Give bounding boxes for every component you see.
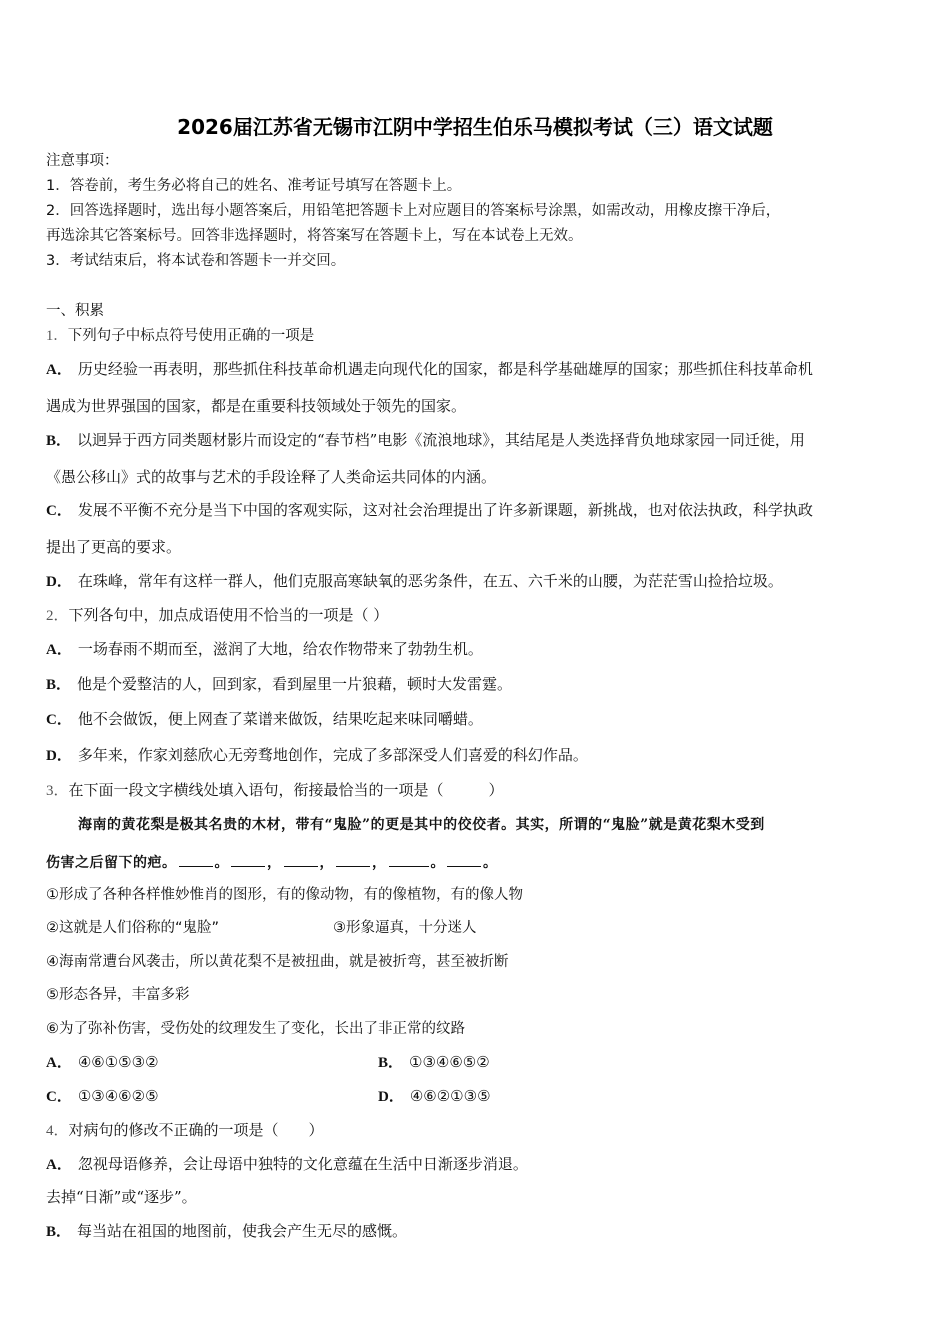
q1-option-c — [46, 500, 813, 521]
option-label: D． — [378, 1089, 404, 1105]
notice-item-2: 2．回答选择题时，选出每小题答案后，用铅笔把答题卡上对应题目的答案标号涂黑，如需改动，用橡皮擦干净后， — [46, 203, 781, 219]
q4-stem — [46, 1120, 324, 1141]
option-text: 一场春雨不期而至，滋润了大地，给农作物带来了勃勃生机。 — [77, 640, 483, 658]
q4-option-b — [46, 1221, 407, 1242]
option-label: D． — [46, 748, 72, 764]
option-label: B． — [46, 677, 72, 693]
blank-sep: ， — [267, 855, 282, 871]
q2-stem — [46, 605, 388, 626]
section-heading: 一、积累 — [46, 303, 104, 319]
q1-stem — [46, 326, 314, 346]
q3-passage-line-1: 海南的黄花梨是极其名贵的木材，带有“鬼脸”的更是其中的佼佼者。其实，所谓的“鬼脸”就是黄花梨木受到 — [78, 817, 765, 833]
notice-item-3: 3．考试结束后，将本试卷和答题卡一并交回。 — [46, 253, 346, 269]
option-label: A． — [46, 362, 72, 378]
q3-sentence-5: ⑤形态各异，丰富多彩 — [46, 987, 190, 1003]
q3-stem — [46, 780, 504, 801]
option-label: B． — [46, 433, 72, 449]
option-text: ④⑥①⑤③② — [77, 1053, 159, 1071]
q2-option-d — [46, 745, 588, 766]
notice-item-1: 1．答卷前，考生务必将自己的姓名、准考证号填写在答题卡上。 — [46, 178, 462, 194]
q1-option-a — [46, 359, 813, 380]
option-label: C． — [46, 1089, 72, 1105]
option-text: 历史经验一再表明，那些抓住科技革命机遇走向现代化的国家，都是科学基础雄厚的国家；那些抓住科技革命机 — [77, 360, 813, 378]
option-text: ①③④⑥②⑤ — [77, 1087, 159, 1105]
q3-sentence-4: ④海南常遭台风袭击，所以黄花梨不是被扭曲，就是被折弯，甚至被折断 — [46, 954, 509, 970]
q3-sentence-3: ③形象逼真，十分迷人 — [333, 920, 477, 936]
q3-stem-text: 在下面一段文字横线处填入语句，衔接最恰当的一项是（ ） — [68, 781, 504, 799]
option-label: D． — [46, 574, 72, 590]
q3-sentence-1: ①形成了各种各样惟妙惟肖的图形，有的像动物，有的像植物，有的像人物 — [46, 887, 523, 903]
option-label: C． — [46, 503, 72, 519]
option-text: ④⑥②①③⑤ — [409, 1087, 491, 1105]
blank-sep: ， — [319, 855, 334, 871]
fill-blank — [179, 854, 213, 867]
q1-option-b-cont: 《愚公移山》式的故事与艺术的手段诠释了人类命运共同体的内涵。 — [46, 468, 497, 486]
q3-option-a — [46, 1052, 159, 1073]
q4-number: 4． — [46, 1123, 69, 1139]
option-text: 在珠峰，常年有这样一群人，他们克服高寒缺氧的恶劣条件，在五、六千米的山腰，为茫茫雪山捡拾垃圾。 — [77, 572, 783, 590]
option-text: 每当站在祖国的地图前，使我会产生无尽的感慨。 — [77, 1222, 408, 1240]
option-text: ①③④⑥⑤② — [409, 1053, 490, 1071]
q3-number: 3． — [46, 783, 69, 799]
q3-option-d — [378, 1086, 491, 1107]
option-label: B． — [46, 1224, 72, 1240]
q2-option-a — [46, 639, 483, 660]
q1-option-a-cont: 遇成为世界强国的国家，都是在重要科技领域处于领先的国家。 — [46, 397, 467, 415]
option-text: 他是个爱整洁的人，回到家，看到屋里一片狼藉，顿时大发雷霆。 — [77, 675, 513, 693]
q3-passage-line-2 — [46, 853, 498, 873]
option-text: 以迥异于西方同类题材影片而设定的“春节档”电影《流浪地球》，其结尾是人类选择背负地球家园一同迁徙，用 — [77, 431, 805, 449]
q1-number: 1． — [46, 328, 68, 344]
notice-heading: 注意事项： — [46, 153, 119, 169]
q4-option-a — [46, 1154, 528, 1175]
q1-option-c-cont: 提出了更高的要求。 — [46, 538, 182, 556]
fill-blank — [231, 854, 265, 867]
fill-blank — [447, 854, 481, 867]
option-label: A． — [46, 1157, 72, 1173]
q2-option-b — [46, 674, 512, 695]
q4-option-a-fix: 去掉“日渐”或“逐步”。 — [46, 1188, 197, 1206]
blank-sep: 。 — [214, 855, 229, 871]
passage-text: 伤害之后留下的疤。 — [46, 855, 177, 871]
option-label: B． — [378, 1055, 404, 1071]
q2-number: 2． — [46, 608, 69, 624]
blank-sep: ， — [372, 855, 387, 871]
q2-option-c — [46, 709, 483, 730]
q1-option-d — [46, 571, 783, 592]
option-label: A． — [46, 1055, 72, 1071]
q1-option-b — [46, 430, 805, 451]
page-title: 2026届江苏省无锡市江阴中学招生伯乐马模拟考试（三）语文试题 — [177, 115, 773, 139]
option-text: 多年来，作家刘慈欣心无旁骛地创作，完成了多部深受人们喜爱的科幻作品。 — [77, 746, 588, 764]
fill-blank — [336, 854, 370, 867]
option-label: C． — [46, 712, 72, 728]
q3-option-c — [46, 1086, 159, 1107]
notice-item-2-cont: 再选涂其它答案标号。回答非选择题时，将答案写在答题卡上，写在本试卷上无效。 — [46, 228, 583, 244]
q2-stem-text: 下列各句中，加点成语使用不恰当的一项是（ ） — [68, 606, 389, 624]
q4-stem-text: 对病句的修改不正确的一项是（ ） — [68, 1121, 324, 1139]
option-text: 发展不平衡不充分是当下中国的客观实际，这对社会治理提出了许多新课题，新挑战，也对依法执政，科学执政 — [77, 501, 813, 519]
option-label: A． — [46, 642, 72, 658]
option-text: 忽视母语修养，会让母语中独特的文化意蕴在生活中日渐逐步消退。 — [77, 1155, 528, 1173]
q3-option-b — [378, 1052, 490, 1073]
fill-blank — [284, 854, 318, 867]
blank-sep: 。 — [483, 855, 498, 871]
option-text: 他不会做饭，便上网查了菜谱来做饭，结果吃起来味同嚼蜡。 — [77, 710, 483, 728]
q1-stem-text: 下列句子中标点符号使用正确的一项是 — [67, 328, 315, 344]
fill-blank — [389, 854, 429, 867]
blank-sep: 。 — [430, 855, 445, 871]
q3-sentence-2: ②这就是人们俗称的“鬼脸” — [46, 920, 220, 936]
q3-sentence-6: ⑥为了弥补伤害，受伤处的纹理发生了变化，长出了非正常的纹路 — [46, 1021, 465, 1037]
